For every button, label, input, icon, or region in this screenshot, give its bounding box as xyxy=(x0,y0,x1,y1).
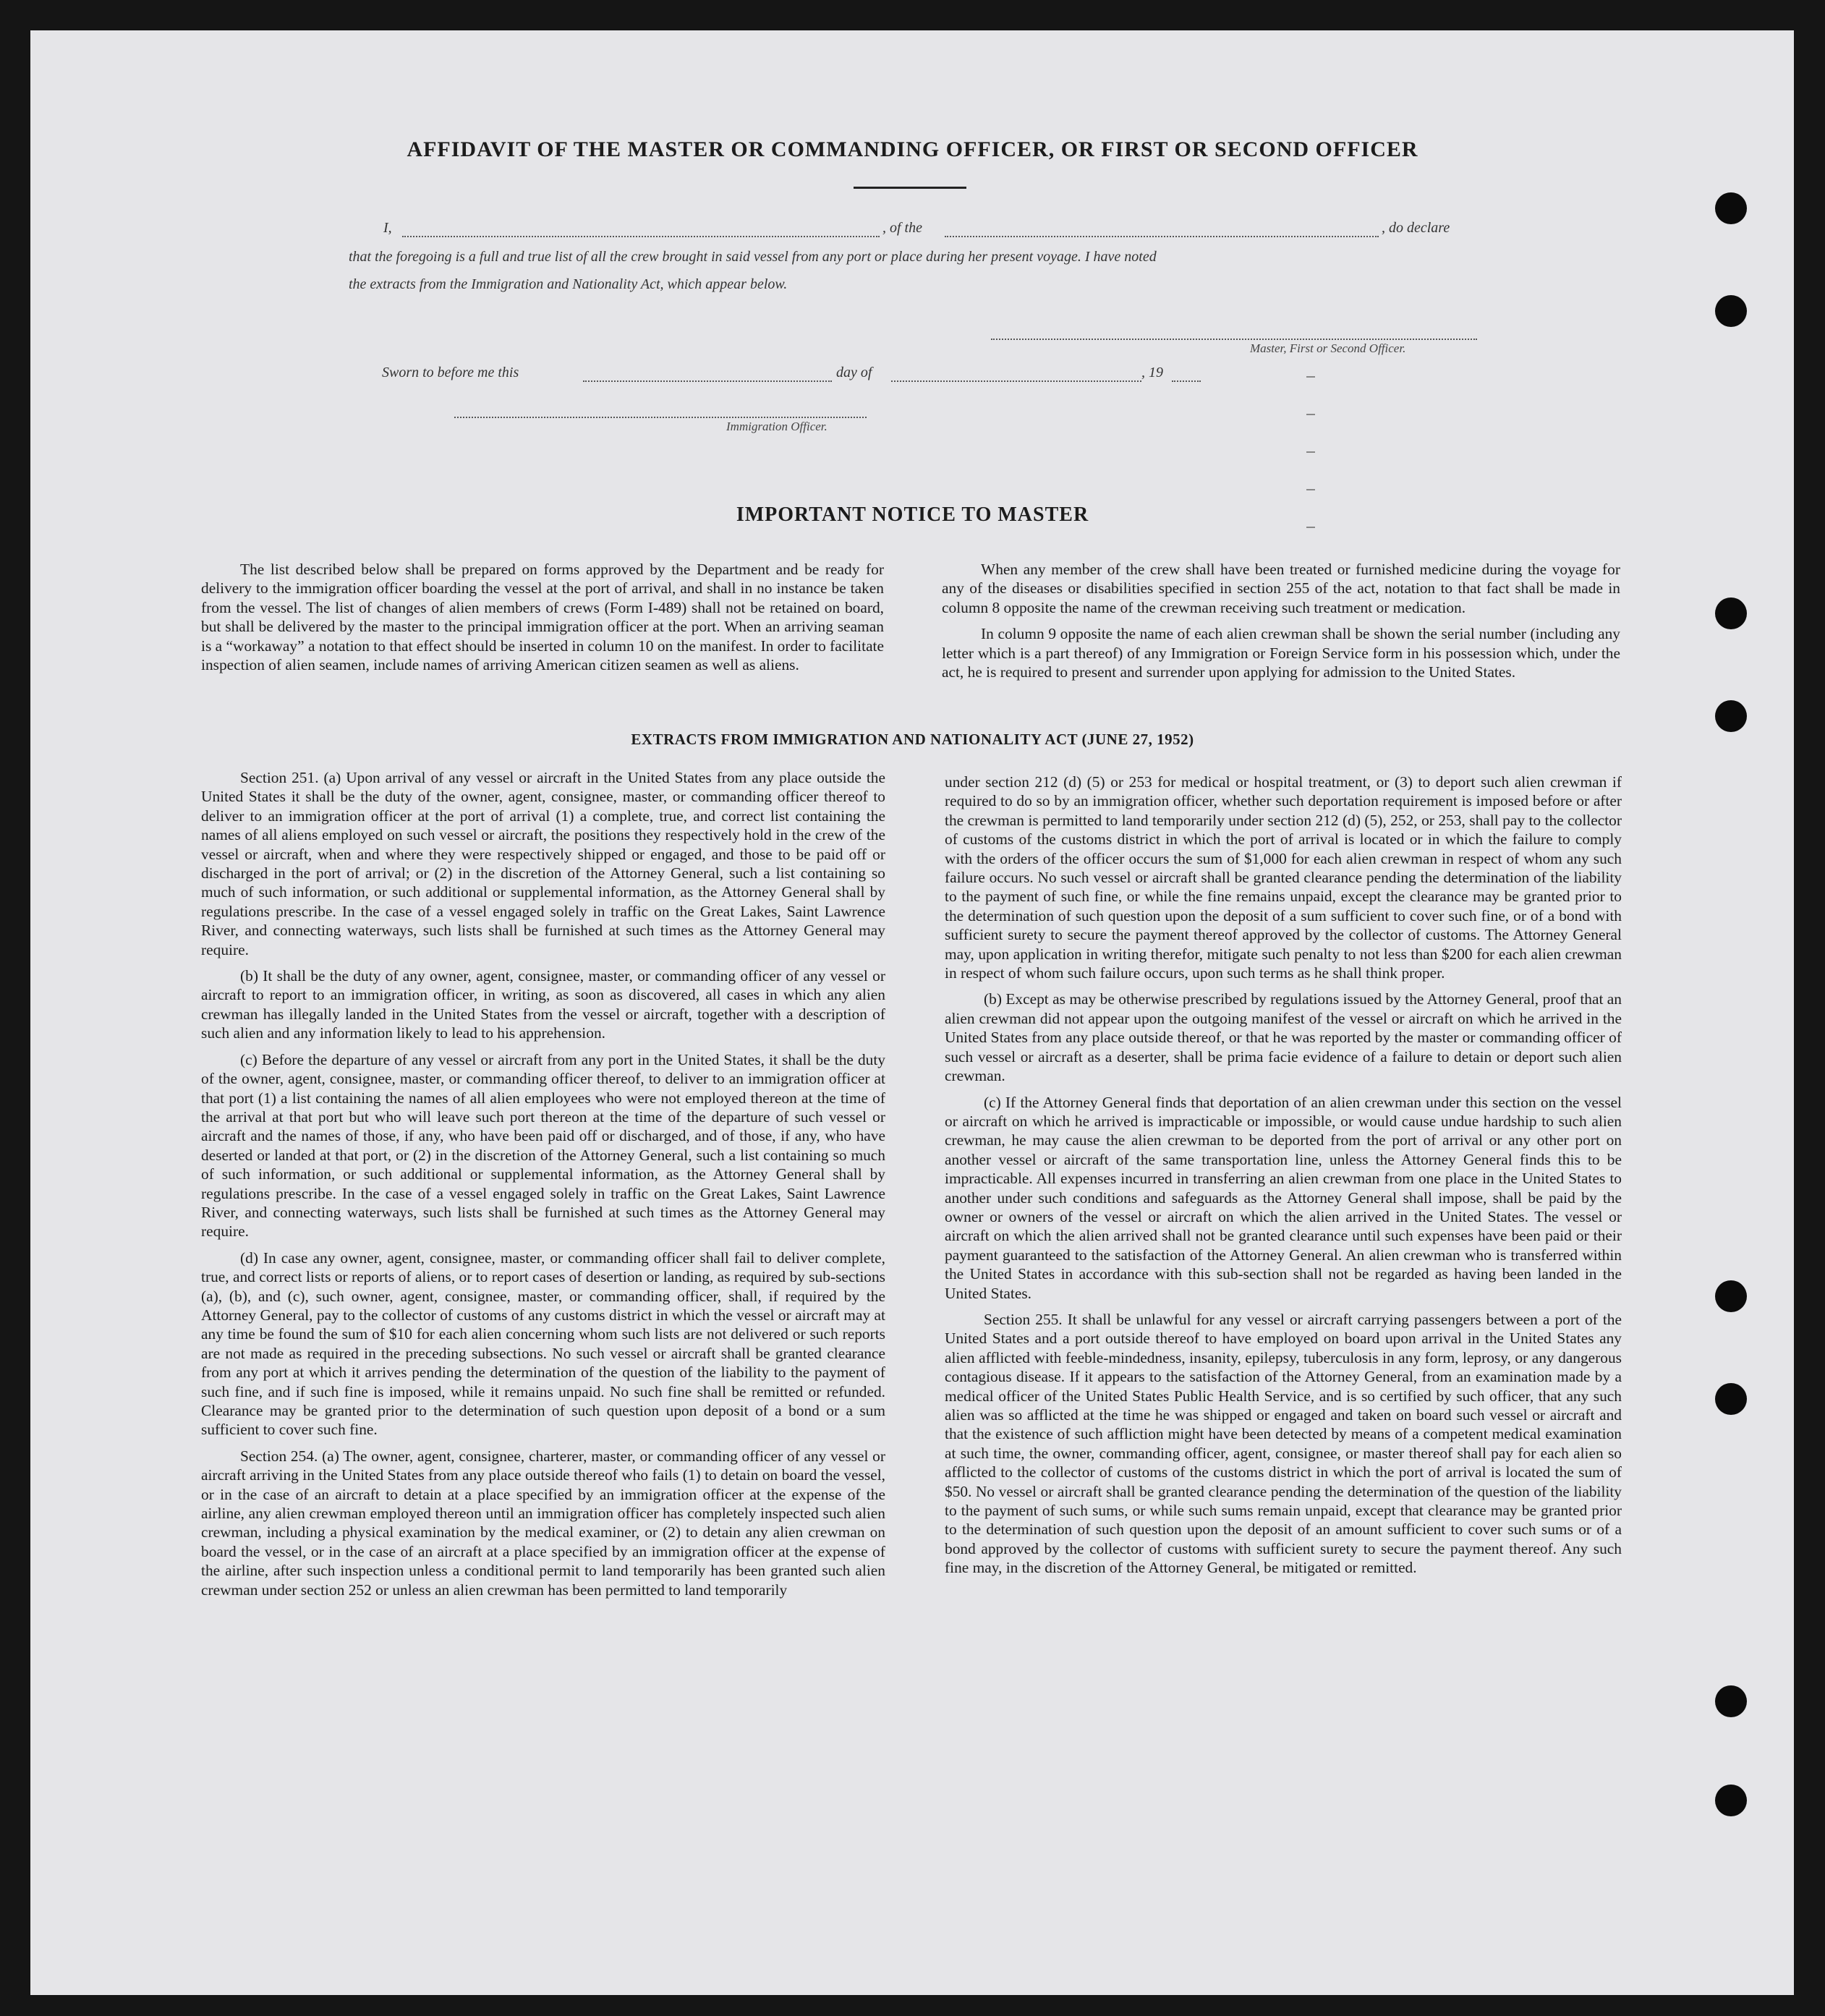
affidavit-line3: the extracts from the Immigration and Nationality Act, which appear below. xyxy=(349,276,788,292)
punch-hole xyxy=(1715,597,1747,629)
punch-hole xyxy=(1715,1785,1747,1816)
punch-hole xyxy=(1715,1383,1747,1415)
bleed-through-mark xyxy=(1306,414,1315,415)
notice-right-column xyxy=(942,560,1620,681)
sworn-year-field-line[interactable] xyxy=(1172,380,1201,382)
extracts-right-column xyxy=(945,773,1622,1578)
notice-title: IMPORTANT NOTICE TO MASTER xyxy=(736,503,1089,526)
extract-paragraph: (c) Before the departure of any vessel or aircraft from any port in the United States, it shall be the duty of the owner, agent, consignee, master, or commanding officer thereof, to deliver to an immigration officer at that port (1) a list containing the names of all alien employees who were not employed thereon at the time of the arrival at that port but who will leave such port thereon at the time of the departure of such vessel or aircraft and the names of those, if any, who have been paid off or discharged, and of those, if any, who have deserted or landed at that port, or (2) in the discretion of the Attorney General, such a list containing so much of such information, or such additional or supplemental information, as the Attorney General shall by regulations prescribe. In the case of a vessel engaged solely in traffic on the Great Lakes, Saint Lawrence River, and connecting waterways, such lists shall be furnished at such times as the Attorney General may require. xyxy=(201,1050,885,1241)
punch-hole xyxy=(1715,1685,1747,1717)
punch-hole xyxy=(1715,192,1747,224)
bleed-through-mark xyxy=(1306,489,1315,490)
extracts-title: EXTRACTS FROM IMMIGRATION AND NATIONALITY ACT (JUNE 27, 1952) xyxy=(631,731,1194,748)
bleed-through-mark xyxy=(1306,527,1315,528)
notice-left-paragraph: The list described below shall be prepared on forms approved by the Department and be ready for delivery to the immigration officer boarding the vessel at the port of arrival, and shall in no instance be taken from the vessel. The list of changes of alien members of crews (Form I-489) shall not be retained on board, but shall be delivered by the master to the principal immigration officer at the port. When an arriving seaman is a “workaway” a notation to that effect should be inserted in column 10 on the manifest. In order to facilitate inspection of alien seamen, include names of arriving American citizen seamen as well as aliens. xyxy=(201,561,884,674)
extract-paragraph: (c) If the Attorney General finds that deportation of an alien crewman under this section on the vessel or aircraft on which he arrived is impracticable or impossible, or would cause undue hardship to such alien crewman, he may cause the alien crewman to be deported from the port of arrival or any other port on another vessel or aircraft of the same transportation line, unless the Attorney General finds this to be impracticable. All expenses incurred in transferring an alien crewman from one place in the United States to another under such conditions and safeguards as the Attorney General shall impose, shall be paid by the owner or owners of the vessel or aircraft on which the alien arrived in the United States. The vessel or aircraft on which the alien arrived shall not be granted clearance until such expenses have been paid or their payment guaranteed to the satisfaction of the Attorney General. An alien crewman who is transferred within the United States in accordance with this sub-section shall not be regarded as having been landed in the United States. xyxy=(945,1093,1622,1302)
affidavit-line2: that the foregoing is a full and true list of all the crew brought in said vessel from any port or place during her present voyage. I have noted xyxy=(349,249,1157,265)
vessel-field-line[interactable] xyxy=(945,236,1379,237)
extract-paragraph: Section 251. (a) Upon arrival of any vessel or aircraft in the United States from any place outside the United States it shall be the duty of the owner, agent, consignee, master, or commanding officer thereof to deliver to an immigration officer at the port of arrival (1) a complete, true, and correct list containing the names of all aliens employed on such vessel or aircraft, the positions they respectively hold in the crew of the vessel or aircraft, when and where they were respectively shipped or engaged, and those to be paid off or discharged in the port of arrival; or (2) in the discretion of the Attorney General, such a list containing so much of such information, or such additional or supplemental information, as the Attorney General shall by regulations prescribe. In the case of a vessel engaged solely in traffic on the Great Lakes, Saint Lawrence River, and connecting waterways, such lists shall be furnished at such times as the Attorney General may require. xyxy=(201,769,885,958)
extract-paragraph: (b) It shall be the duty of any owner, agent, consignee, master, or commanding officer of any vessel or aircraft to report to an immigration officer, in writing, as soon as discovered, all cases in which any alien crewman has illegally landed in the United States from the vessel or aircraft, together with a description of such alien and any information likely to lead to his apprehension. xyxy=(201,967,885,1042)
name-field-line[interactable] xyxy=(402,236,880,237)
master-signature-line[interactable] xyxy=(991,339,1477,340)
punch-hole xyxy=(1715,700,1747,732)
master-caption: Master, First or Second Officer. xyxy=(1250,341,1406,355)
bleed-through-mark xyxy=(1306,376,1315,378)
affidavit-title: AFFIDAVIT OF THE MASTER OR COMMANDING OFFICER, OR FIRST OR SECOND OFFICER xyxy=(407,137,1418,161)
notice-right-paragraph-1: When any member of the crew shall have been treated or furnished medicine during the voyage for any of the diseases or disabilities specified in section 255 of the act, notation to that fact shall be made in column 8 opposite the name of the crewman receiving such treatment or medication. xyxy=(942,561,1620,616)
notice-left-column xyxy=(201,560,884,674)
affidavit-line1-of-the: , of the xyxy=(882,220,922,236)
sworn-month-field-line[interactable] xyxy=(891,380,1141,382)
affidavit-line1-i: I, xyxy=(383,220,392,236)
extract-paragraph: under section 212 (d) (5) or 253 for medical or hospital treatment, or (3) to deport such alien crewman if required to do so by an immigration officer, whether such deportation requirement is imposed before or after the crewman is permitted to land temporarily under section 212 (d) (5), 252, or 253, shall pay to the collector of customs of the customs district in which the port of arrival is located or in which the failure to comply with the orders of the officer occurs the sum of $1,000 for each alien crewman in respect of whom any such failure occurs. No such vessel or aircraft shall be granted clearance pending the determination of the liability to the payment of such fine, or while the fine remains unpaid, except the clearance may be granted prior to the determination of such question upon the deposit of a sum sufficient to cover such fine, or of a bond with sufficient surety to secure the payment thereof approved by the collector of customs. The Attorney General may, upon application in writing therefor, mitigate such penalty to not less than $200 for each alien crewman in respect of whom such failure occurs, upon such terms as he shall think proper. xyxy=(945,773,1622,982)
extract-paragraph: Section 255. It shall be unlawful for any vessel or aircraft carrying passengers between a port of the United States and a port outside thereof to have employed on board upon arrival in the United States any alien afflicted with feeble-mindedness, insanity, epilepsy, tuberculosis in any form, leprosy, or any dangerous contagious disease. If it appears to the satisfaction of the Attorney General, from an examination made by a medical officer of the United States Public Health Service, and is so certified by such officer, that any such alien was so afflicted at the time he was shipped or engaged and taken on board such vessel or aircraft and that the existence of such affliction might have been detected by means of a competent medical examination at such time, the owner, commanding officer, agent, consignee, or master thereof shall pay for each alien so afflicted to the collector of customs of the customs district in which the port of arrival is located the sum of $50. No vessel or aircraft shall be granted clearance pending the determination of the question of the liability to the payment of such sums, or while such sums remain unpaid, except that clearance may be granted prior to the determination of such question upon the deposit of an amount sufficient to cover such sums or of a bond approved by the collector of customs with sufficient surety to secure the payment thereof. Any such fine may, in the discretion of the Attorney General, be mitigated or remitted. xyxy=(945,1310,1622,1577)
notice-right-paragraph-2: In column 9 opposite the name of each alien crewman shall be shown the serial number (including any letter which is a part thereof) of any Immigration or Foreign Service form in his possession which, under the act, he is required to present and surrender upon applying for admission to the United States. xyxy=(942,625,1620,681)
extract-paragraph: Section 254. (a) The owner, agent, consignee, charterer, master, or commanding officer of any vessel or aircraft arriving in the United States from any place outside thereof who fails (1) to detain on board the vessel, or in the case of an aircraft to detain at a place specified by an immigration officer at the expense of the airline, any alien crewman employed thereon until an immigration officer has completely inspected such alien crewman, including a physical examination by the medical examiner, or (2) to detain any alien crewman on board the vessel, or in the case of an aircraft at a place specified by an immigration officer at the expense of the airline, after such inspection unless a conditional permit to land temporarily has been granted such alien crewman under section 252 or unless an alien crewman has been permitted to land temporarily xyxy=(201,1447,885,1599)
sworn-label: Sworn to before me this xyxy=(382,365,519,380)
extracts-left-column xyxy=(201,768,885,1599)
officer-caption: Immigration Officer. xyxy=(726,420,828,433)
extract-paragraph: (b) Except as may be otherwise prescribed by regulations issued by the Attorney General, proof that an alien crewman did not appear upon the outgoing manifest of the vessel or aircraft on which he arrived in the United States from any place outside thereof, or that he was reported by the master or commanding officer of such vessel or aircraft as a deserter, shall be prima facie evidence of a failure to detain or deport such alien crewman. xyxy=(945,990,1622,1085)
punch-hole xyxy=(1715,295,1747,327)
punch-hole xyxy=(1715,1280,1747,1312)
extract-paragraph: (d) In case any owner, agent, consignee, master, or commanding officer shall fail to deliver complete, true, and correct lists or reports of aliens, or to report cases of desertion or landing, as required by sub-sections (a), (b), and (c), such owner, agent, consignee, master, or commanding officer, shall, if required by the Attorney General, pay to the collector of customs of any customs district in which the vessel or aircraft may at any time be found the sum of $10 for each alien concerning whom such lists are not delivered or such reports are not made as required in the preceding subsections. No such vessel or aircraft shall be granted clearance from any port at which it arrives pending the determination of the question of the liability to the payment of such fine, and if such fine is imposed, while it remains unpaid. No such fine shall be remitted or refunded. Clearance may be granted prior to the determination of such question upon deposit of a bond or a sum sufficient to cover such fine. xyxy=(201,1249,885,1439)
sworn-day-field-line[interactable] xyxy=(583,380,832,382)
title-rule xyxy=(854,187,966,189)
bleed-through-mark xyxy=(1306,451,1315,453)
year-label: , 19 xyxy=(1141,365,1163,380)
day-of-label: day of xyxy=(836,365,872,380)
affidavit-line1-do-declare: , do declare xyxy=(1382,220,1450,236)
officer-signature-line[interactable] xyxy=(454,417,867,418)
